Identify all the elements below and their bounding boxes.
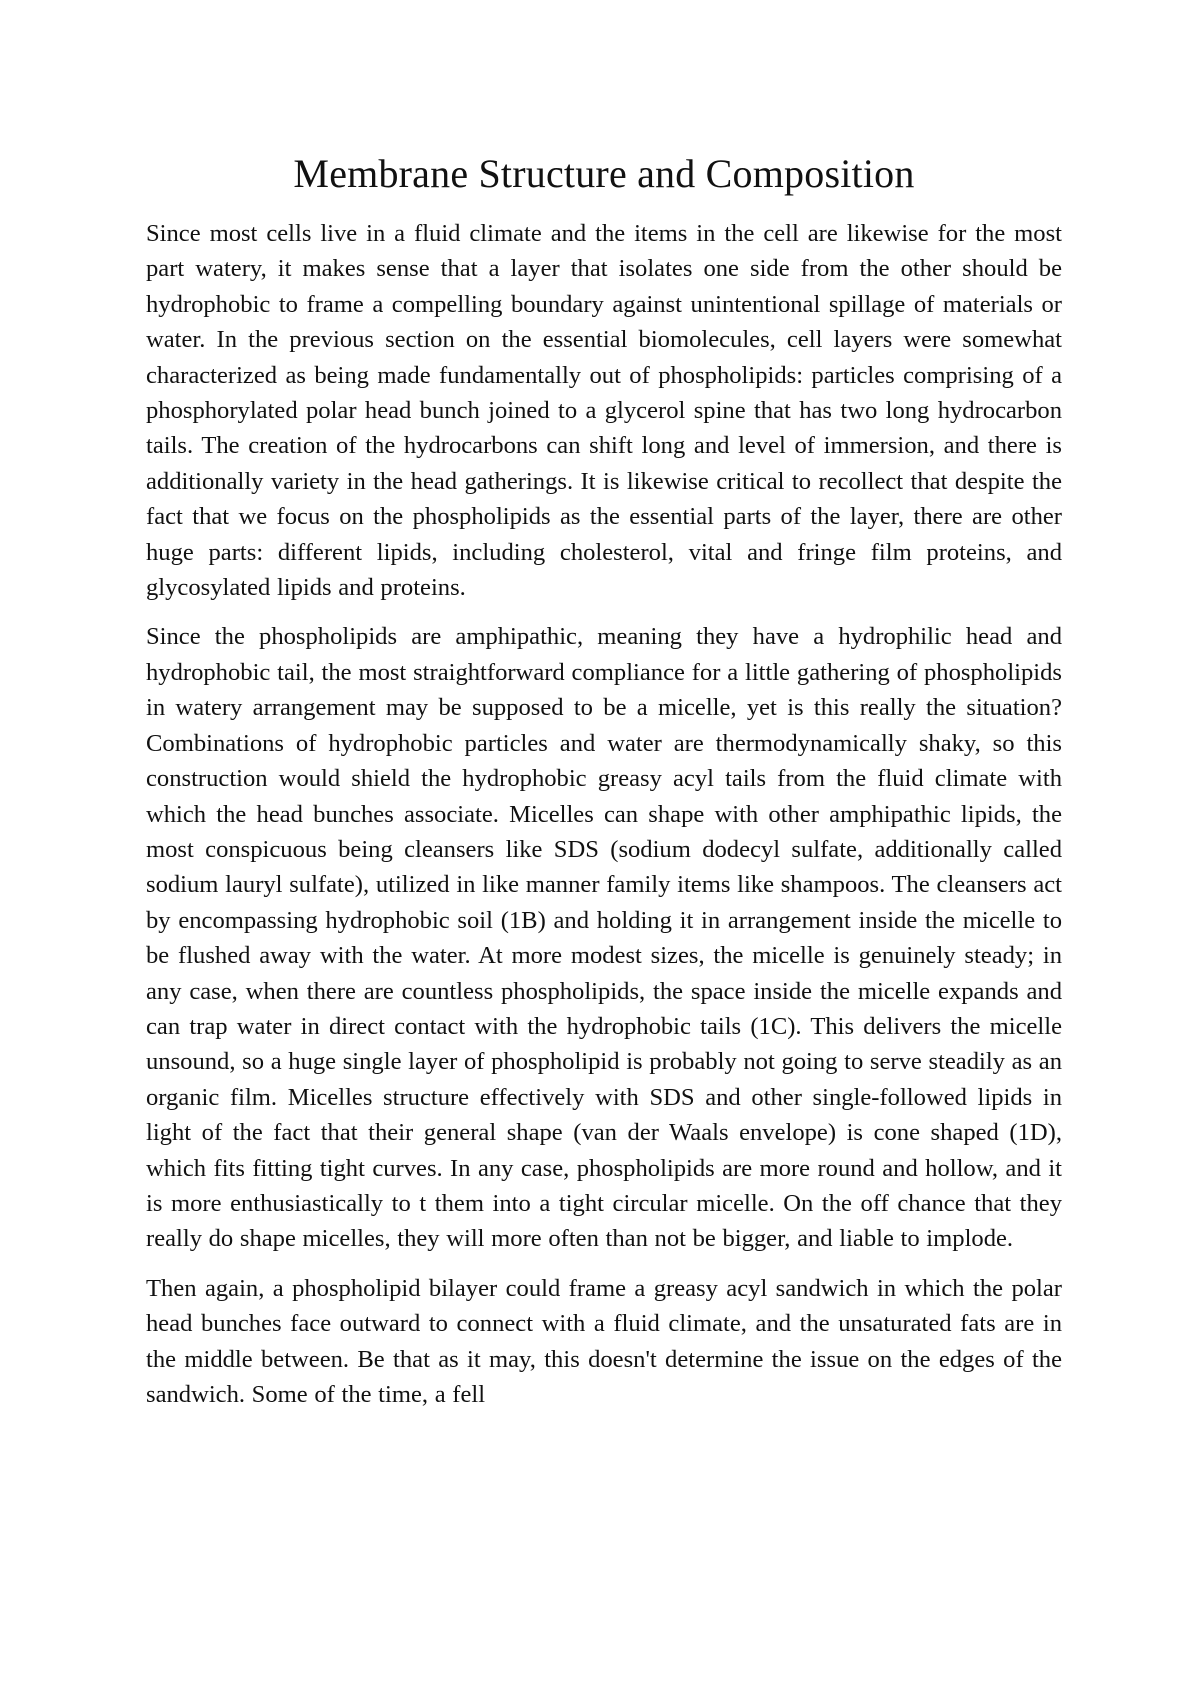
paragraph-bilayer: Then again, a phospholipid bilayer could frame a greasy acyl sandwich in which the polar head bunches face outward to connect with a fluid climate, and the unsaturated fats are in the middle between. Be that as it may, this doesn't determine the issue on the edges of the sandwich. Some of the time, a fell [146, 1274, 1062, 1408]
paragraph-micelles: Since the phospholipids are amphipathic, meaning they have a hydrophilic head and hydrophobic tail, the most straightforward compliance for a little gathering of phospholipids in watery arrangement may be supposed to be a micelle, yet is this really the situation? Combinations of hydrophobic particles and water are thermodynamically shaky, so this construction would shield the hydrophobic greasy acyl tails from the fluid climate with which the head bunches associate. Micelles can shape with other amphipathic lipids, the most conspicuous being cleansers like SDS (sodium dodecyl sulfate, additionally called sodium lauryl sulfate), utilized in like manner family items like shampoos. The cleansers act by encompassing hydrophobic soil (1B) and holding it in arrangement inside the micelle to be flushed away with the water. At more modest sizes, the micelle is genuinely steady; in any case, when there are countless phospholipids, the space inside the micelle expands and can trap water in direct contact with the hydrophobic tails (1C). This delivers the micelle unsound, so a huge single layer of phospholipid is probably not going to serve steadily as an organic film. Micelles structure effectively with SDS and other single-followed lipids in light of the fact that their general shape (van der Waals envelope) is cone shaped (1D), which fits fitting tight curves. In any case, phospholipids are more round and hollow, and it is more enthusiastically to t them into a tight circular micelle. On the off chance that they really do shape micelles, they will more often than not be bigger, and liable to implode. [146, 623, 1062, 1253]
page-title: Membrane Structure and Composition [293, 151, 915, 196]
document-body [146, 148, 1062, 1426]
paragraph-intro: Since most cells live in a fluid climate and the items in the cell are likewise for the most part watery, it makes sense that a layer that isolates one side from the other should be hydrophobic to frame a compelling boundary against unintentional spillage of materials or water. In the previous section on the essential biomolecules, cell layers were somewhat characterized as being made fundamentally out of phospholipids: particles comprising of a phosphorylated polar head bunch joined to a glycerol spine that has two long hydrocarbon tails. The creation of the hydrocarbons can shift long and level of immersion, and there is additionally variety in the head gatherings. It is likewise critical to recollect that despite the fact that we focus on the phospholipids as the essential parts of the layer, there are other huge parts: different lipids, including cholesterol, vital and fringe film proteins, and glycosylated lipids and proteins. [146, 220, 1062, 602]
